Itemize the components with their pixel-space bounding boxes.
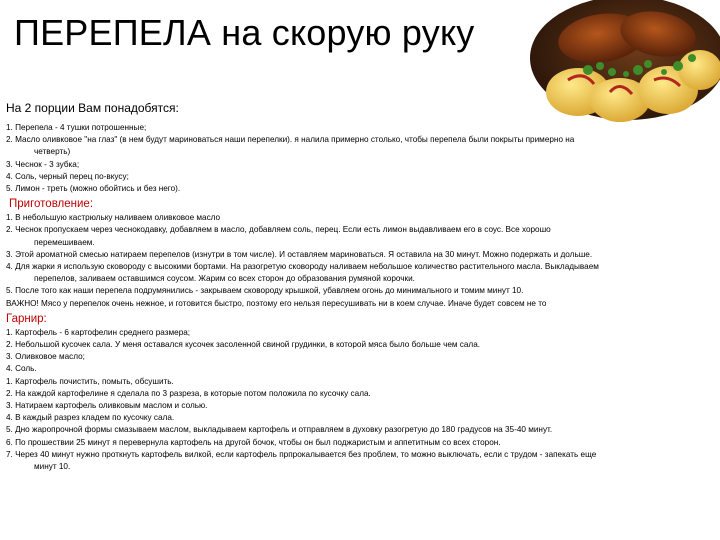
- list-item: 3. Этой ароматной смесью натираем перепелов (изнутри в том числе). И оставляем мариноваться. Я оставила на 30 минут. Можно подержать и дольше.: [6, 249, 593, 259]
- garnish-heading: Гарнир:: [6, 312, 47, 325]
- recipe-body: [6, 101, 612, 473]
- servings-intro: На 2 порции Вам понадобятся:: [6, 101, 179, 115]
- list-item: 4. В каждый разрез кладем по кусочку сала.: [6, 413, 175, 423]
- list-item: 1. Картофель почистить, помыть, обсушить.: [6, 376, 174, 386]
- list-item: 4. Для жарки я использую сковороду с высокими бортами. На разогретую сковороду наливаем небольшое количество растительного масла. Выкладываем перепелов, заливаем оставшимся соусом. Жарим со всех сторон до образования румяной корочки.: [6, 262, 599, 284]
- prep-heading: Приготовление:: [9, 198, 94, 211]
- page-title: ПЕРЕПЕЛА на скорую руку: [14, 12, 475, 53]
- ingredients-list: [6, 122, 612, 195]
- list-item: 2. Чеснок пропускаем через чеснокодавку, добавляем в масло, добавляем соль, перец. Если есть лимон выдавливаем его в соус. Все хорошо перемешиваем.: [6, 225, 551, 247]
- list-item: 1. Перепела - 4 тушки потрошенные;: [6, 123, 147, 132]
- list-item: 3. Оливковое масло;: [6, 352, 85, 362]
- list-item: 2. Масло оливковое "на глаз" (в нем будут мариноваться наши перепелки). я налила примерно столько, чтобы перепела были покрыты примерно на четверть): [6, 135, 575, 157]
- list-item: 3. Натираем картофель оливковым маслом и солью.: [6, 401, 208, 411]
- important-note: ВАЖНО! Мясо у перепелок очень нежное, и готовится быстро, поэтому его нельзя пересушивать ни в коем случае. Иначе будет совсем не то: [6, 298, 547, 308]
- list-item: 4. Соль.: [6, 364, 37, 374]
- list-item: 2. Небольшой кусочек сала. У меня оставался кусочек засоленной свиной грудинки, в которой мяса было больше чем сала.: [6, 340, 481, 350]
- list-item: 6. По прошествии 25 минут я перевернула картофель на другой бочок, чтобы он был поджаристым и аппетитным со всех сторон.: [6, 437, 501, 447]
- list-item: 4. Соль, черный перец по-вкусу;: [6, 171, 129, 181]
- list-item: 7. Через 40 минут нужно проткнуть картофель вилкой, если картофель прпрокалывается без проблем, то можно выключать, если с трудом - запекать еще минут 10.: [6, 449, 597, 472]
- list-item: 5. Дно жаропрочной формы смазываем маслом, выкладываем картофель и отправляем в духовку разогретую до 180 градусов на 35-40 минут.: [6, 425, 553, 435]
- list-item: 2. На каждой картофелине я сделала по 3 разреза, в которые потом положила по кусочку сала.: [6, 388, 371, 398]
- prep-list: [6, 212, 612, 310]
- list-item: 5. Лимон - треть (можно обойтись и без него).: [6, 184, 181, 194]
- list-item: 1. В небольшую кастрюльку наливаем оливковое масло: [6, 213, 221, 223]
- list-item: 5. После того как наши перепела подрумянились - закрываем сковороду крышкой, убавляем огонь до минимального и томим минут 10.: [6, 286, 524, 296]
- garnish-list: [6, 327, 612, 473]
- list-item: 3. Чеснок - 3 зубка;: [6, 159, 80, 169]
- list-item: 1. Картофель - 6 картофелин среднего размера;: [6, 327, 191, 337]
